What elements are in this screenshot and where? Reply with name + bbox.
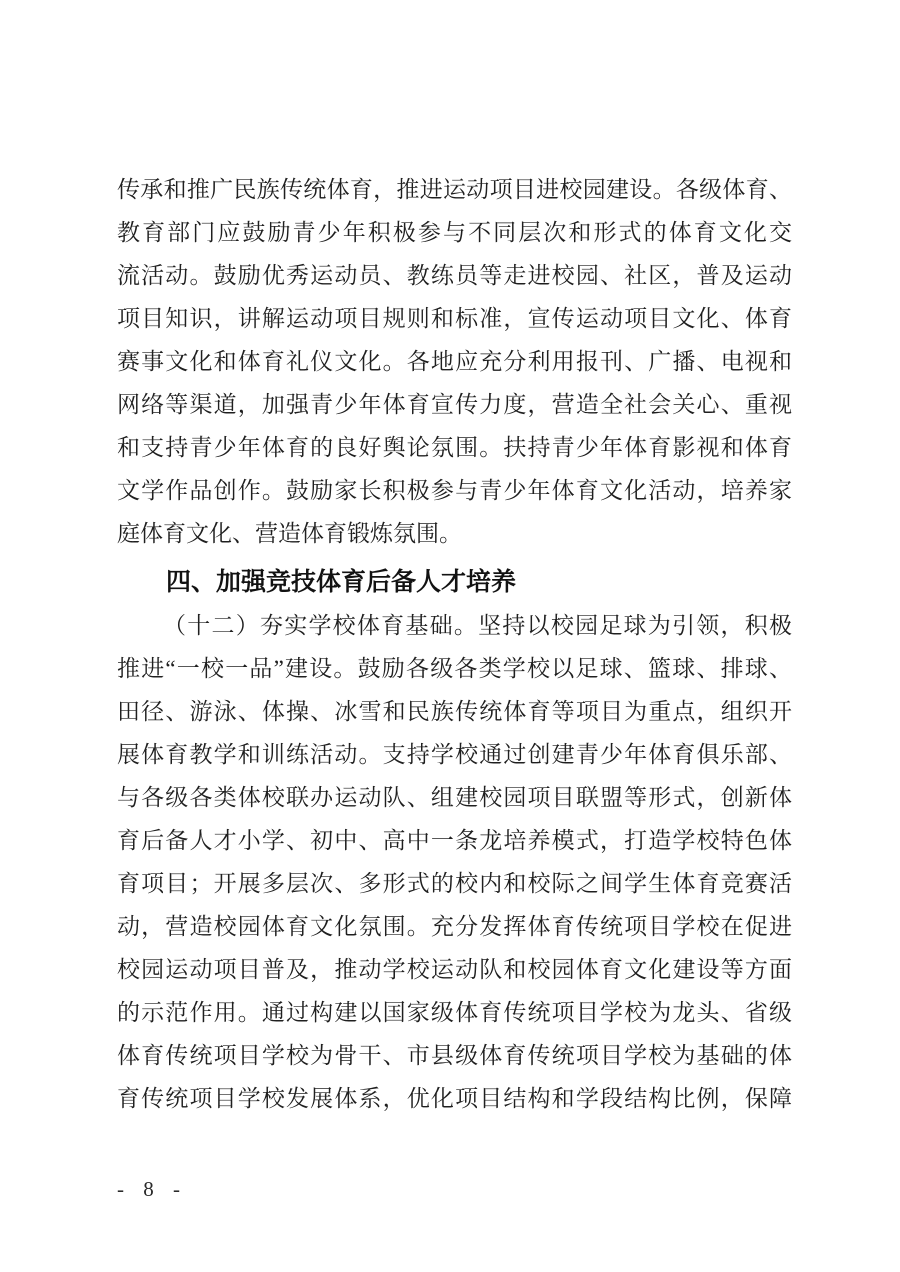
text-line: 传承和推广民族传统体育，推进运动项目进校园建设。各级体育、: [117, 177, 792, 202]
text-line: 网络等渠道，加强青少年体育宣传力度，营造全社会关心、重视: [117, 392, 792, 417]
text-line: 流活动。鼓励优秀运动员、教练员等走进校园、社区，普及运动: [117, 263, 792, 288]
text-line: 文学作品创作。鼓励家长积极参与青少年体育文化活动，培养家: [117, 478, 792, 503]
text-line: 和支持青少年体育的良好舆论氛围。扶持青少年体育影视和体育: [117, 435, 792, 460]
section-heading: 四、加强竞技体育后备人才培养: [166, 568, 517, 596]
text-line: 校园运动项目普及，推动学校运动队和校园体育文化建设等方面: [117, 957, 792, 982]
text-line: 与各级各类体校联办运动队、组建校园项目联盟等形式，创新体: [117, 785, 792, 810]
text-line: 展体育教学和训练活动。支持学校通过创建青少年体育俱乐部、: [117, 742, 792, 767]
text-line: 育项目；开展多层次、多形式的校内和校际之间学生体育竞赛活: [117, 871, 792, 896]
text-line: 推进“一校一品”建设。鼓励各级各类学校以足球、篮球、排球、: [117, 656, 792, 681]
text-line: 体育传统项目学校为骨干、市县级体育传统项目学校为基础的体: [117, 1043, 792, 1068]
text-line: 田径、游泳、体操、冰雪和民族传统体育等项目为重点，组织开: [117, 699, 792, 724]
text-line: 庭体育文化、营造体育锻炼氛围。: [117, 521, 462, 546]
text-block: [117, 168, 792, 1120]
text-line: 教育部门应鼓励青少年积极参与不同层次和形式的体育文化交: [117, 220, 792, 245]
page-number: - 8 -: [117, 1177, 187, 1201]
text-line: 项目知识，讲解运动项目规则和标准，宣传运动项目文化、体育: [117, 306, 792, 331]
text-line: 育后备人才小学、初中、高中一条龙培养模式，打造学校特色体: [117, 828, 792, 853]
text-line: 的示范作用。通过构建以国家级体育传统项目学校为龙头、省级: [117, 1000, 792, 1025]
text-line: 育传统项目学校发展体系，优化项目结构和学段结构比例，保障: [117, 1086, 792, 1111]
text-line: （十二）夯实学校体育基础。坚持以校园足球为引领，积极: [163, 613, 792, 638]
text-line: 动，营造校园体育文化氛围。充分发挥体育传统项目学校在促进: [117, 914, 792, 939]
text-line: 赛事文化和体育礼仪文化。各地应充分利用报刊、广播、电视和: [117, 349, 792, 374]
